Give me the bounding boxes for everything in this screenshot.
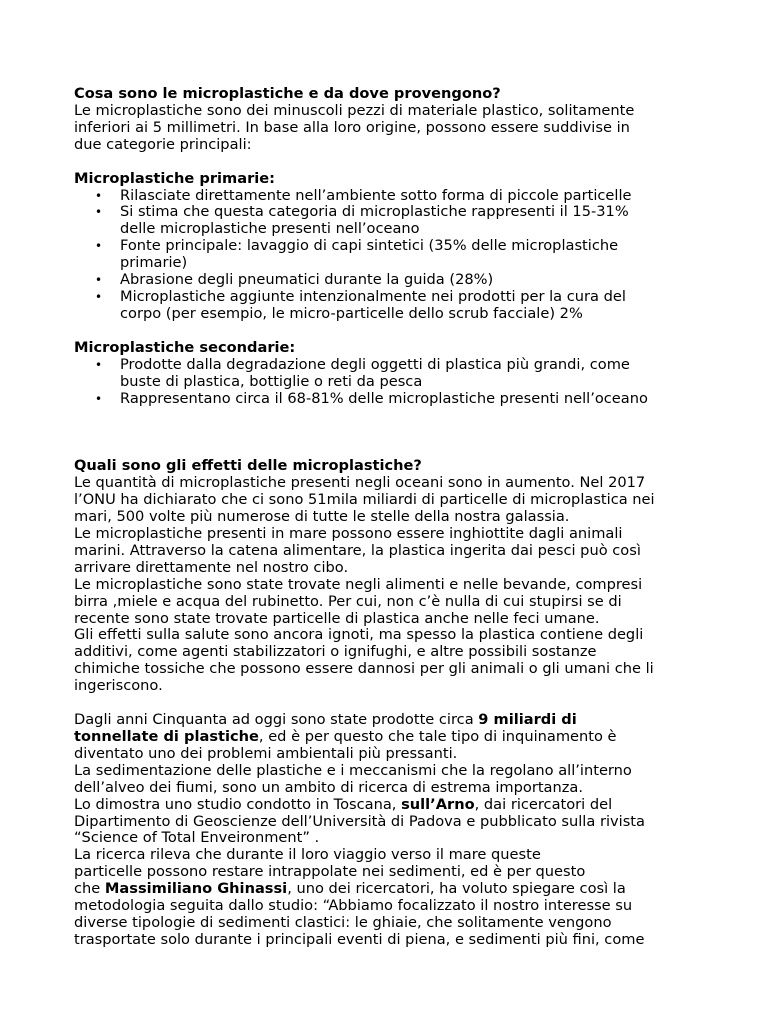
text-line: Le microplastiche presenti in mare possono essere inghiottite dagli animali: [74, 525, 623, 543]
text-line: [74, 729, 704, 746]
text-span: che: [74, 880, 105, 898]
section-title-effects: Quali sono gli effetti delle microplastiche?: [74, 457, 422, 475]
bold-text: Massimiliano Ghinassi: [104, 880, 288, 898]
text-line: additivi, come agenti stabilizzatori o ignifughi, e altre possibili sostanze: [74, 643, 597, 661]
primary-microplastics-list: [74, 188, 704, 323]
text-line: [74, 712, 704, 729]
text-line: arrivare direttamente nel nostro cibo.: [74, 558, 349, 576]
text-span: , ed è per questo che tale tipo di inquinamento è: [258, 728, 617, 745]
text-line: l’ONU ha dichiarato che ci sono 51mila miliardi di particelle di microplastica nei: [74, 491, 655, 509]
list-item: [120, 391, 704, 408]
list-item: [120, 272, 704, 289]
bold-text: sull’Arno: [401, 795, 475, 813]
list-item: [120, 188, 704, 205]
text-line: La ricerca rileva che durante il loro viaggio verso il mare queste: [74, 846, 541, 864]
text-line: recente sono state trovate particelle di plastica anche nelle feci umane.: [74, 609, 600, 627]
text-line: • Prodotte dalla degradazione degli oggetti di plastica più grandi, come: [120, 355, 630, 373]
text-line: particelle possono restare intrappolate nei sedimenti, ed è per questo: [74, 863, 586, 881]
text-line: Le microplastiche sono dei minuscoli pezzi di materiale plastico, solitamente: [74, 101, 635, 119]
text-line: • Fonte principale: lavaggio di capi sintetici (35% delle microplastiche: [120, 237, 619, 255]
text-span: , dai ricercatori del: [474, 795, 613, 813]
text-line: • Microplastiche aggiunte intenzionalmente nei prodotti per la cura del: [120, 287, 626, 305]
list-item: [120, 289, 704, 323]
text-line: due categorie principali:: [74, 135, 252, 153]
bold-text: 9 miliardi di: [478, 711, 577, 729]
secondary-microplastics-list: [74, 357, 704, 408]
text-line: diventato uno dei problemi ambientali più pressanti.: [74, 744, 458, 762]
text-span: Dagli anni Cinquanta ad oggi sono state prodotte circa: [74, 711, 479, 729]
list-item: [120, 204, 704, 238]
bold-text: tonnellate di plastiche: [74, 728, 259, 745]
text-line: inferiori ai 5 millimetri. In base alla loro origine, possono essere suddivise in: [74, 118, 630, 136]
list-item: [120, 238, 704, 272]
primary-microplastics-heading: Microplastiche primarie:: [74, 169, 276, 187]
text-line: • Si stima che questa categoria di microplastiche rappresenti il 15-31%: [120, 203, 629, 221]
text-line: primarie): [120, 254, 188, 272]
text-line: marini. Attraverso la catena alimentare, la plastica ingerita dai pesci può così: [74, 541, 641, 559]
text-line: chimiche tossiche che possono essere dannosi per gli animali o gli umani che li: [74, 660, 654, 678]
intro-paragraph: [74, 103, 704, 154]
text-line: Dipartimento di Geoscienze dell’Università di Padova e pubblicato sulla rivista: [74, 812, 645, 830]
text-line: dell’alveo dei fiumi, sono un ambito di ricerca di estrema importanza.: [74, 778, 583, 796]
text-line: • Rilasciate direttamente nell’ambiente sotto forma di piccole particelle: [120, 186, 632, 204]
effects-paragraph: [74, 475, 704, 695]
text-line: • Rappresentano circa il 68-81% delle microplastiche presenti nell’oceano: [120, 389, 648, 407]
text-line: ingeriscono.: [74, 677, 163, 695]
text-line: birra ,miele e acqua del rubinetto. Per cui, non c’è nulla di cui stupirsi se di: [74, 592, 622, 610]
text-line: Gli effetti sulla salute sono ancora ignoti, ma spesso la plastica contiene degli: [74, 626, 644, 644]
text-line: trasportate solo durante i principali eventi di piena, e sedimenti più fini, come: [74, 930, 645, 948]
text-line: “Science of Total Enveironment” .: [74, 829, 320, 847]
text-span: Lo dimostra uno studio condotto in Toscana,: [74, 795, 402, 813]
text-line: corpo (per esempio, le micro-particelle dello scrub facciale) 2%: [120, 304, 583, 322]
text-line: delle microplastiche presenti nell’oceano: [120, 220, 420, 238]
text-line: • Abrasione degli pneumatici durante la guida (28%): [120, 271, 494, 289]
text-span: , uno dei ricercatori, ha voluto spiegare così la: [287, 880, 626, 898]
text-line: diverse tipologie di sedimenti clastici: le ghiaie, che solitamente vengono: [74, 913, 612, 931]
plastic-production-paragraph: [74, 712, 704, 949]
section-title-what-are-microplastics: Cosa sono le microplastiche e da dove provengono?: [74, 85, 501, 102]
text-line: La sedimentazione delle plastiche e i meccanismi che la regolano all’interno: [74, 761, 632, 779]
text-line: mari, 500 volte più numerose di tutte le stelle della nostra galassia.: [74, 508, 570, 526]
text-line: [74, 881, 704, 898]
text-line: [74, 797, 704, 814]
text-line: Le microplastiche sono state trovate negli alimenti e nelle bevande, compresi: [74, 575, 643, 593]
text-line: buste di plastica, bottiglie o reti da pesca: [120, 372, 423, 390]
list-item: [120, 357, 704, 391]
text-line: Le quantità di microplastiche presenti negli oceani sono in aumento. Nel 2017: [74, 474, 646, 492]
secondary-microplastics-heading: Microplastiche secondarie:: [74, 338, 296, 356]
text-line: metodologia seguita dallo studio: “Abbiamo focalizzato il nostro interesse su: [74, 897, 633, 915]
